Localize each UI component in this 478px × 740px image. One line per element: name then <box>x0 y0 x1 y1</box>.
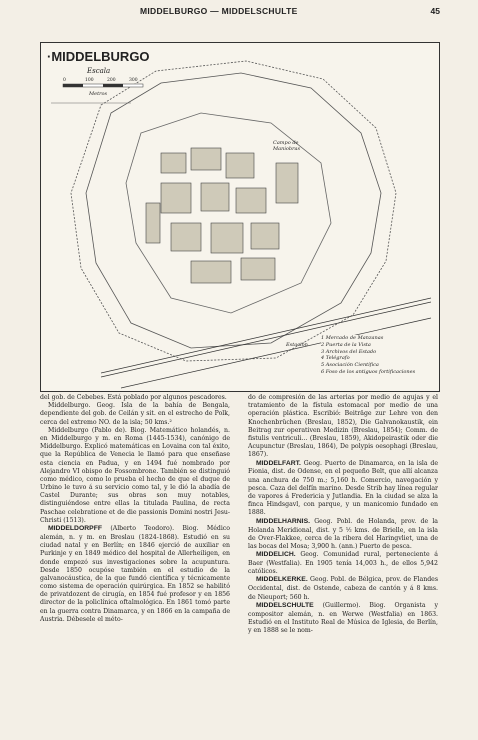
article-paragraph <box>248 551 438 576</box>
map-label-estacion: Estación <box>286 342 308 348</box>
entry-text: Geog. Pobl. de Holanda, prov. de la Holanda Meridional, dist. y 5 ½ kms. de Brielle, en la isla de Over-Flakkee, cerca de la ribera del Haringvliet, una de las bocas del Mosa; 3,900 h. (ann.) Puerto de pesca. <box>248 517 438 550</box>
entry-text: Geog. Comunidad rural, perteneciente á Baer (Westfalia). En 1905 tenía 14,003 h., de ellos 5,942 católicos. <box>248 551 438 576</box>
entry-text: Geog. Pobl. de Bélgica, prov. de Flandes Occidental, dist. de Ostende, cabeza de cantón y á 8 kms. de Nieuport; 560 h. <box>248 576 438 601</box>
article-paragraph <box>248 394 438 460</box>
article-paragraph <box>40 525 230 624</box>
entry-headword: MIDDELFART. <box>256 459 301 467</box>
scale-tick: 100 <box>85 78 94 83</box>
scale-tick: 0 <box>63 78 66 83</box>
entry-text: del gob. de Cebebes. Está poblado por algunos pescadores. <box>40 394 227 401</box>
article-paragraph <box>248 576 438 601</box>
running-title: MIDDELBURGO — MIDDELSCHULTE <box>140 6 298 16</box>
entry-headword: MIDDELSCHULTE <box>256 601 314 609</box>
article-paragraph <box>248 602 438 636</box>
entry-headword: MIDDELKERKE. <box>256 576 308 584</box>
scale-tick: 200 <box>107 78 116 83</box>
entry-headword: MIDDELICH. <box>256 551 296 559</box>
entry-text: Middelburgo. Geog. Isla de la bahía de Bengala, dependiente del gob. de Ceilán y sit. en el estrecho de Polk, cerca del extremo NO. de la isla; 50 kms.² <box>40 402 230 426</box>
article-paragraph <box>40 394 230 402</box>
entry-headword: MIDDELHARNIS. <box>256 517 310 525</box>
legend-item: 4 Telégrafo <box>321 355 350 362</box>
legend-item: 2 Puerta de la Vista <box>321 341 371 348</box>
entry-text: Geog. Puerto de Dinamarca, en la isla de Fionia, dist. de Odense, en el pequeño Belt, que allí alcanza una anchura de 750 m.; 5,160 h. Comercio, navegación y pesca. Caza del delfín marino. Desde Strib hay línea regular de vapores á Fredericia y Jutlandia. En la ciudad se alza la finca Hindsgavl, con parque, y un manicomio fundado en 1888. <box>248 459 439 517</box>
map-title: ·MIDDELBURGO <box>47 49 150 64</box>
scale-unit: Metros <box>89 91 108 97</box>
scale-label: Escala <box>87 67 111 75</box>
entry-text: (Guillermo). Biog. Organista y compositor alemán, n. en Werwe (Westfalia) en 1863. Estudió en el Instituto Real de Música de Iglesia, de Berlín, y en 1888 se le nom- <box>248 601 438 635</box>
text-columns <box>40 394 440 734</box>
page-number: 45 <box>430 6 440 16</box>
legend-item: 1 Mercado de Manzanas <box>321 335 384 341</box>
article-paragraph <box>40 427 230 525</box>
article-paragraph <box>248 518 438 552</box>
legend-item: 3 Archivos del Estado <box>321 348 377 355</box>
map-label-campo: Campo de Maniobras <box>273 140 301 152</box>
legend-item: 6 Foso de los antiguos fortificaciones <box>321 368 416 375</box>
scale-tick: 300 <box>129 78 138 83</box>
article-paragraph <box>40 402 230 427</box>
entry-text: do de compresión de las arterias por medio de agujas y el tratamiento de la fístula estomacal por medio de una operación plástica. Escribió: Beiträge zur Lehre von den Knochenbrüchen (Breslau, 1852), Die Galvanokaustik, ein Beitrag zur operativen Medizin (Breslau, 1854); Comm. de fistulis ventriculi... (Breslau, 1859), Akidopeirastik oder die Acupunctur (Breslau, 1864), De polypis oesophagi (Breslau, 1867). <box>248 394 438 459</box>
article-paragraph <box>248 460 438 518</box>
map-legend <box>321 335 431 376</box>
right-column <box>248 394 438 635</box>
entry-text: Middelburgo (Pablo de). Biog. Matemático holandés, n. en Middelburgo y m. en Roma (1445-1534), canónigo de Middelburgo. Explicó matemáticas en Lovaina con tal éxito, que la República de Venecia le llamó para que enseñase esta ciencia en Padua, y en 1494 fué nombrado por Alejandro VI obispo de Fossombrone. También se distinguió como médico, como lo prueba el hecho de que el duque de Urbino le tuvo á su servicio como tal, y le dió la abadía de Castel Durante; sus obras son muy notables, distinguiéndose entre ellas la titulada Paulina, de recta Paschae celebratione et de die passionis Domini nostri Jesu-Christi (1513). <box>40 426 230 524</box>
legend-item: 5 Asociación Científica <box>321 362 379 368</box>
entry-text: (Alberto Teodoro). Biog. Médico alemán, n. y m. en Breslau (1824-1868). Estudió en su ciudad natal y en Berlín; en 1846 ejerció de auxiliar en Purkinje y en 1849 médico del hospital de Allerheiligen, en donde empezó sus investigaciones sobre la acupuntura. Desde 1850 ocupóse también en el estudio de la galvanocáustica, de la que fundó científica y técnicamente como sistema de operación quirúrgica. En 1852 se habilitó de privatdozent de cirugía, en 1854 fué profesor y en 1856 director de la policlínica oftalmológica. En 1861 tomó parte en la guerra contra Dinamarca, y en 1866 en la campaña de Austria. Débesele el méto- <box>40 525 230 623</box>
page-header <box>0 6 478 20</box>
city-map <box>40 42 440 392</box>
left-column <box>40 394 230 624</box>
entry-headword: MIDDELDORPFF <box>48 525 102 532</box>
